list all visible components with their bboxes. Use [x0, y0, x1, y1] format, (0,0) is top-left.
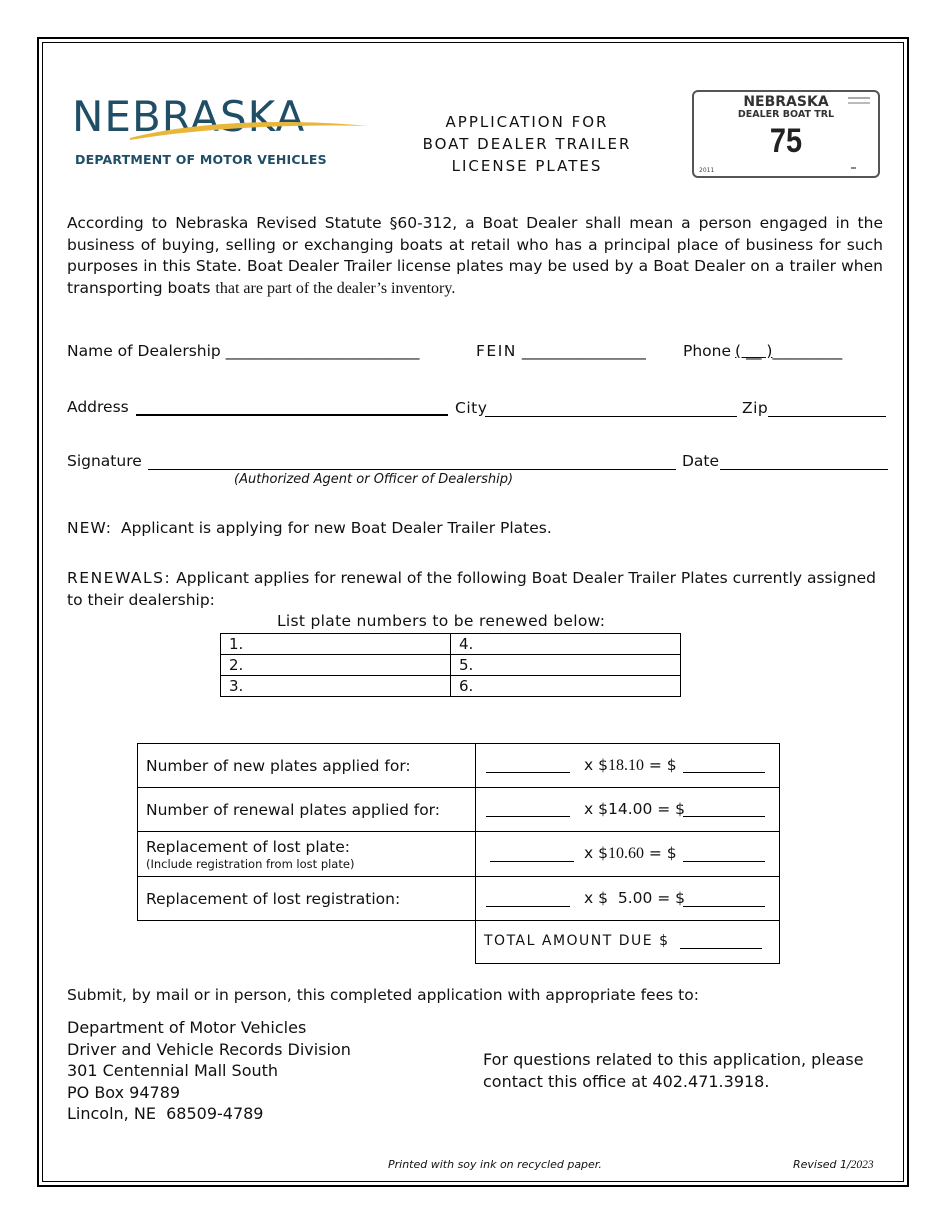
fee-note: (Include registration from lost plate): [146, 856, 355, 871]
fee-multiplier: x $14.00 = $: [584, 800, 686, 818]
contact-line: For questions related to this application, please: [483, 1050, 864, 1069]
renewals-list-heading: List plate numbers to be renewed below:: [277, 612, 606, 630]
fee-row: [138, 744, 780, 788]
submit-instruction: Submit, by mail or in person, this completed application with appropriate fees to:: [67, 986, 699, 1004]
license-plate-image: [692, 90, 880, 178]
fee-row: [138, 832, 780, 877]
quantity-input-line[interactable]: [486, 906, 570, 907]
form-title-line: APPLICATION FOR: [445, 113, 609, 131]
total-amount-input-line[interactable]: [680, 948, 762, 949]
total-cell: [476, 921, 780, 964]
fee-calc: [476, 832, 780, 877]
address-line: Driver and Vehicle Records Division: [67, 1039, 351, 1059]
plate-number: 75: [769, 122, 803, 160]
plate-cell[interactable]: 6.: [451, 676, 681, 697]
renewal-plates-table: [220, 633, 681, 697]
signature-label: Signature: [67, 452, 142, 470]
plate-year: 2011: [699, 167, 715, 174]
quantity-input-line[interactable]: [486, 772, 570, 773]
city-input-line[interactable]: [485, 416, 737, 417]
phone-blank[interactable]: _________: [772, 342, 843, 360]
fee-desc-text: Number of new plates applied for:: [146, 756, 411, 775]
form-title-line: BOAT DEALER TRAILER: [422, 135, 632, 153]
fee-row: [138, 788, 780, 832]
address-line: Lincoln, NE 68509-4789: [67, 1104, 264, 1123]
fee-multiplier: x $ 5.00 = $: [584, 889, 686, 907]
date-input-line[interactable]: [720, 469, 888, 470]
plate-cell[interactable]: 3.: [221, 676, 451, 697]
plate-sticker-mark: [851, 167, 856, 169]
plate-state: NEBRASKA: [743, 94, 829, 110]
address-input-line[interactable]: [136, 414, 448, 416]
dealership-label: Name of Dealership: [67, 342, 221, 360]
quantity-input-line[interactable]: [490, 861, 574, 862]
renewals-section: [67, 569, 876, 587]
fee-desc-text: Replacement of lost registration:: [146, 889, 401, 908]
amount-input-line[interactable]: [683, 816, 765, 817]
renewals-text: Applicant applies for renewal of the following Boat Dealer Trailer Plates currently assigned: [176, 569, 876, 587]
plate-cell[interactable]: 2.: [221, 655, 451, 676]
fee-description: [138, 744, 476, 788]
fein-label: FEIN: [476, 342, 517, 360]
table-row: [221, 634, 681, 655]
fee-calc: [476, 877, 780, 921]
phone-field[interactable]: [683, 342, 842, 360]
intro-text-end: that are part of the dealer’s inventory.: [215, 279, 456, 297]
dealership-blank[interactable]: _________________________: [225, 342, 420, 360]
intro-paragraph: [67, 213, 883, 299]
fee-total-row: [138, 921, 780, 964]
new-label: NEW:: [67, 519, 113, 537]
phone-label: Phone: [683, 342, 732, 360]
address-line: Department of Motor Vehicles: [67, 1018, 307, 1037]
zip-label: Zip: [742, 399, 769, 417]
date-label: Date: [682, 452, 720, 470]
address-line: PO Box 94789: [67, 1082, 181, 1102]
fee-table: [137, 743, 780, 964]
new-text: Applicant is applying for new Boat Dealer Trailer Plates.: [120, 519, 552, 537]
renewals-text-line2: to their dealership:: [67, 591, 215, 609]
fee-description: [138, 788, 476, 832]
fee-description: [138, 832, 476, 877]
printed-note: Printed with soy ink on recycled paper.: [388, 1158, 602, 1171]
plate-sticker-mark: [848, 102, 870, 104]
address-line: 301 Centennial Mall South: [67, 1061, 279, 1080]
contact-line: contact this office at 402.471.3918.: [483, 1071, 770, 1091]
renewals-label: RENEWALS:: [67, 569, 172, 587]
fee-multiplier: x $18.10 = $: [584, 756, 677, 774]
total-amount-label: TOTAL AMOUNT DUE $: [484, 933, 670, 949]
fein-field[interactable]: [476, 342, 646, 360]
fee-calc: [476, 744, 780, 788]
amount-input-line[interactable]: [683, 906, 765, 907]
fein-blank[interactable]: ________________: [521, 342, 646, 360]
table-row: [221, 655, 681, 676]
fee-desc-text: Replacement of lost plate:: [146, 837, 350, 856]
amount-input-line[interactable]: [683, 861, 765, 862]
signature-input-line[interactable]: [148, 469, 676, 470]
nebraska-logo-wordmark: NEBRASKA: [72, 92, 306, 141]
plate-type: DEALER BOAT TRL: [737, 109, 835, 120]
mailing-address: [67, 1017, 351, 1125]
revision-note: Revised 1/2023: [793, 1158, 874, 1171]
plate-cell[interactable]: 5.: [451, 655, 681, 676]
fee-desc-text: Number of renewal plates applied for:: [146, 800, 441, 819]
form-title: [400, 111, 654, 177]
signature-hint: (Authorized Agent or Officer of Dealership): [234, 472, 514, 487]
fee-row: [138, 877, 780, 921]
intro-text: According to Nebraska Revised Statute §60-312, a Boat Dealer shall mean a person engaged in the business of buying, selling or exchanging boats at retail who has a principal place of business for such purposes in this State. Boat Dealer Trailer license plates may be used by a Boat Dealer on a trailer when transporting boats: [67, 214, 883, 297]
table-row: [221, 676, 681, 697]
logo-subtitle: DEPARTMENT OF MOTOR VEHICLES: [75, 152, 327, 167]
dealership-field[interactable]: [67, 342, 419, 360]
new-section: [67, 519, 552, 537]
empty-cell: [138, 921, 476, 964]
plate-sticker-mark: [848, 97, 870, 99]
amount-input-line[interactable]: [683, 772, 765, 773]
contact-info: [483, 1049, 864, 1092]
fee-multiplier: x $10.60 = $: [584, 844, 677, 862]
address-label: Address: [67, 398, 129, 416]
form-title-line: LICENSE PLATES: [451, 157, 603, 175]
fee-calc: [476, 788, 780, 832]
plate-cell[interactable]: 4.: [451, 634, 681, 655]
logo-swoosh-icon: [72, 108, 372, 148]
zip-input-line[interactable]: [768, 416, 886, 417]
plate-cell[interactable]: 1.: [221, 634, 451, 655]
city-label: City: [455, 399, 488, 417]
phone-area-code[interactable]: ( __ ): [735, 342, 773, 360]
fee-description: [138, 877, 476, 921]
quantity-input-line[interactable]: [486, 816, 570, 817]
